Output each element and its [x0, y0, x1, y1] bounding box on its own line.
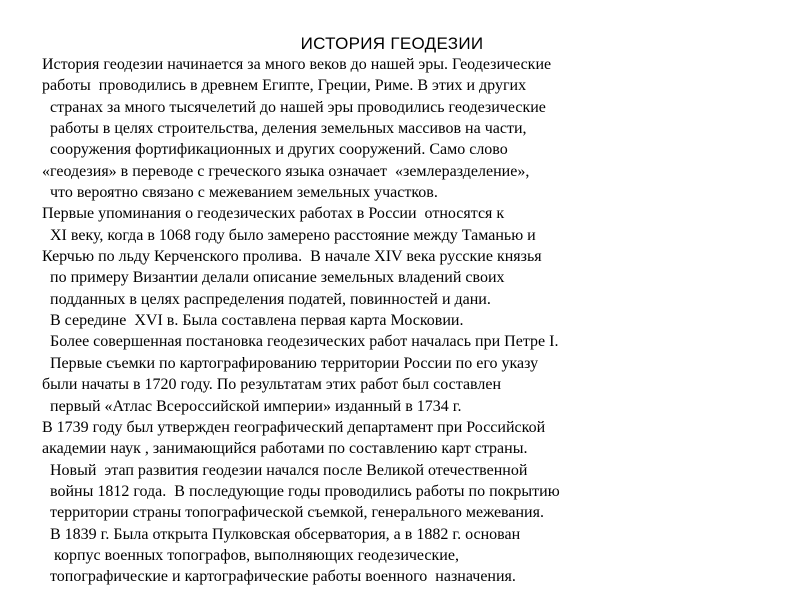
text-line: по примеру Византии делали описание земельных владений своих: [46, 269, 505, 287]
text-line: работы проводились в древнем Египте, Греции, Риме. В этих и других: [42, 77, 527, 95]
text-line: были начаты в 1720 году. По результатам этих работ был составлен: [42, 376, 502, 394]
text-line: войны 1812 года. В последующие годы проводились работы по покрытию: [46, 482, 560, 500]
text-line: Первые съемки по картографированию территории России по его указу: [46, 354, 539, 372]
text-line: территории страны топографической съемкой, генерального межевания.: [46, 504, 544, 522]
text-line: первый «Атлас Всероссийской империи» изданный в 1734 г.: [46, 397, 462, 415]
text-line: Новый этап развития геодезии начался после Великой отечественной: [46, 461, 528, 479]
text-line: В 1839 г. Была открыта Пулковская обсерватория, а в 1882 г. основан: [46, 525, 521, 543]
text-line: странах за много тысячелетий до нашей эры проводились геодезические: [46, 98, 546, 116]
history-text-block: [0, 54, 800, 588]
text-line: работы в целях строительства, деления земельных массивов на части,: [46, 120, 527, 138]
text-line: корпус военных топографов, выполняющих геодезические,: [46, 546, 459, 564]
text-line: подданных в целях распределения податей, повинностей и дани.: [46, 290, 491, 308]
text-line: Более совершенная постановка геодезических работ началась при Петре I.: [46, 333, 559, 351]
text-line: XI веку, когда в 1068 году было замерено расстояние между Таманью и: [46, 226, 536, 244]
text-line: В середине XVI в. Была составлена первая карта Московии.: [46, 312, 464, 330]
text-line: Керчью по льду Керченского пролива. В начале XIV века русские князья: [42, 248, 542, 266]
text-line: В 1739 году был утвержден географический департамент при Российской: [42, 418, 546, 436]
text-line: что вероятно связано с межеванием земельных участков.: [46, 184, 438, 202]
text-line: История геодезии начинается за много веков до нашей эры. Геодезические: [42, 56, 552, 73]
text-line: топографические и картографические работы военного назначения.: [46, 568, 516, 586]
text-line: академии наук , занимающийся работами по составлению карт страны.: [42, 440, 528, 458]
text-line: сооружения фортификационных и других сооружений. Само слово: [46, 141, 508, 159]
text-line: «геодезия» в переводе с греческого языка означает «землеразделение»,: [42, 162, 530, 180]
text-line: Первые упоминания о геодезических работах в России относятся к: [42, 205, 505, 223]
page-title: ИСТОРИЯ ГЕОДЕЗИИ: [300, 34, 484, 53]
